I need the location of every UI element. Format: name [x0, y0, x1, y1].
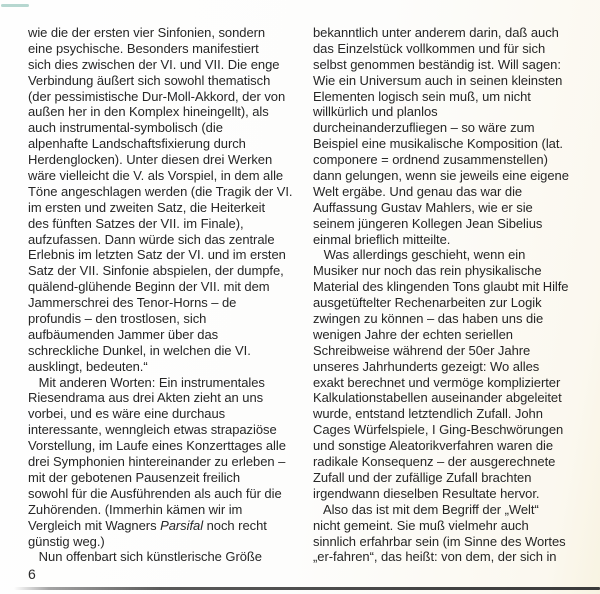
text-line: schreckliche Dunkel, in welchen die VI.	[28, 342, 251, 358]
text-line: Schreibweise während der 50er Jahre	[313, 342, 531, 358]
text-line: das Einzelstück vollkommen und für sich	[313, 40, 546, 56]
text-line: im ersten und zweiten Satz, die Heiterkeit	[28, 199, 266, 215]
text-line: aufzufassen. Dann würde sich das zentrale	[28, 231, 275, 247]
text-line: einmal brieflich mitteilte.	[313, 231, 451, 247]
text-line: Musiker nur noch das rein physikalische	[313, 263, 542, 279]
text-line: Töne angeschlagen werden (die Tragik der VI.	[28, 183, 293, 199]
text-line: vorbei, und es wäre eine durchaus	[28, 406, 226, 422]
text-line: wäre vielleicht die V. als Vorspiel, in dem alle	[28, 168, 284, 184]
text-line: Zuhörenden. (Immerhin kämen wir im	[28, 501, 243, 517]
text-line: Satz der VII. Sinfonie abspielen, der dumpfe,	[28, 263, 284, 279]
text-line: wenigen Jahre der echten seriellen	[313, 326, 513, 342]
text-line: quälend-glühende Beginn der VII. mit dem	[28, 279, 270, 295]
text-line: wie die der ersten vier Sinfonien, sondern	[28, 25, 266, 40]
text-line: Vergleich mit Wagners Parsifal noch recht	[28, 517, 267, 533]
text-line: Was allerdings geschieht, wenn ein	[313, 247, 526, 263]
page-bottom-edge	[14, 587, 600, 590]
text-line: interessante, wenngleich etwas strapaziöse	[28, 422, 277, 438]
text-line: Erlebnis im letzten Satz der VI. und im ersten	[28, 247, 286, 263]
text-line: Cages Würfelspiele, I Ging-Beschwörungen	[313, 422, 564, 438]
text-line: Herdenglocken). Unter diesen drei Werken	[28, 152, 273, 168]
text-line: unseres Jahrhunderts gezeigt: Wo alles	[313, 358, 540, 374]
text-line: willkürlich und planlos	[313, 104, 438, 120]
text-line: zwingen zu können – das haben uns die	[313, 311, 544, 327]
text-line: günstig weg.)	[28, 533, 105, 549]
text-line: componere = ordnend zusammenstellen)	[313, 152, 548, 168]
text-line: alpenhafte Landschaftsfixierung durch	[28, 136, 246, 152]
text-line: Material des klingenden Tons glaubt mit Hilfe	[313, 279, 569, 295]
text-line: Beispiel eine musikalische Komposition (lat.	[313, 136, 563, 152]
text-line: Kalkulationstabellen auseinander abgeleitet	[313, 390, 562, 406]
text-line: bekanntlich unter anderem darin, daß auch	[313, 25, 559, 40]
page-number: 6	[28, 566, 36, 582]
text-line: Jammerschrei des Tenor-Horns – de	[28, 295, 237, 311]
text-line: Elementen logisch sein muß, um nicht	[313, 88, 531, 104]
text-line: und sonstige Aleatorikverfahren waren die	[313, 438, 554, 454]
text-line: außen her in den Komplex hineingellt), als	[28, 104, 269, 120]
text-line: drei Symphonien hintereinander zu erleben –	[28, 454, 286, 470]
text-line: ausklingt, bedeuten.“	[28, 358, 148, 374]
text-line: Verbindung äußert sich sowohl thematisch	[28, 72, 271, 88]
scan-artifact	[1, 4, 29, 7]
text-line: Also das ist mit dem Begriff der „Welt“	[313, 501, 539, 517]
text-line: dann gelungen, wenn sie jeweils eine eigene	[313, 168, 569, 184]
text-line: sinnlich erfahrbar sein (im Sinne des Wortes	[313, 533, 566, 549]
text-line: sich dies zwischen der VI. und VII. Die enge	[28, 56, 280, 72]
text-line: Nun offenbart sich künstlerische Größe	[28, 549, 262, 565]
text-line: radikale Konsequenz – der ausgerechnete	[313, 454, 556, 470]
text-line: exakt berechnet und vermöge komplizierter	[313, 374, 561, 390]
text-line: Welt ergäbe. Und genau das war die	[313, 183, 523, 199]
text-line: seinem jüngeren Kollegen Jean Sibelius	[313, 215, 543, 231]
left-text-column	[28, 25, 300, 565]
text-line: auch instrumental-symbolisch (die	[28, 120, 223, 136]
text-line: nicht gemeint. Sie muß vielmehr auch	[313, 517, 529, 533]
right-text-column	[313, 25, 595, 565]
text-line: des fünften Satzes der VII. im Finale),	[28, 215, 244, 231]
text-line: wurde, entstand letztendlich Zufall. John	[313, 406, 543, 422]
text-line: durcheinanderzufliegen – so wäre zum	[313, 120, 535, 136]
text-line: profundis – den trostlosen, sich	[28, 311, 207, 327]
text-line: irgendwann dieselben Resultate hervor.	[313, 485, 540, 501]
text-line: „er-fahren“, das heißt: von dem, der sich in	[313, 549, 557, 565]
text-line: selbst genommen beständig ist. Will sagen:	[313, 56, 561, 72]
text-line: eine psychische. Besonders manifestiert	[28, 40, 259, 56]
text-line: sowohl für die Ausführenden als auch für die	[28, 485, 282, 501]
text-line: Vorstellung, im Laufe eines Konzerttages alle	[28, 438, 286, 454]
text-line: aufbäumenden Jammer über das	[28, 326, 219, 342]
text-line: Mit anderen Worten: Ein instrumentales	[28, 374, 265, 390]
text-line: Auffassung Gustav Mahlers, wie er sie	[313, 199, 533, 215]
text-line: mit der gebotenen Pausenzeit freilich	[28, 469, 241, 485]
text-line: Wie ein Universum auch in seinen kleinsten	[313, 72, 563, 88]
text-line: (der pessimistische Dur-Moll-Akkord, der von	[28, 88, 286, 104]
text-line: Riesendrama aus drei Akten zieht an uns	[28, 390, 264, 406]
text-line: ausgetüftelter Rechenarbeiten zur Logik	[313, 295, 542, 311]
text-line: Zufall und der zufällige Zufall brachten	[313, 469, 532, 485]
